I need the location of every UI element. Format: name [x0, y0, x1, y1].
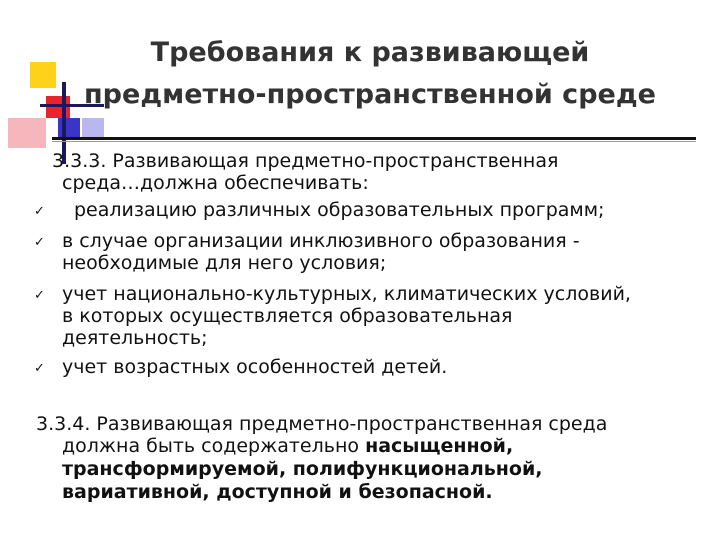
section-2-line-4	[62, 482, 493, 503]
slide-title	[40, 32, 700, 116]
title-divider-shadow	[52, 141, 696, 142]
section-2-line-2	[62, 436, 513, 457]
check-icon: ✓	[34, 235, 45, 250]
list-item-1-line-1: реализацию различных образовательных программ;	[74, 199, 605, 221]
section-2-line-2-plain: должна быть содержательно	[62, 435, 366, 457]
list-item-3-line-1: учет национально-культурных, климатических условий,	[62, 283, 631, 305]
check-icon: ✓	[34, 204, 45, 219]
title-line-2: предметно-пространственной среде	[84, 79, 656, 110]
check-icon: ✓	[34, 288, 45, 303]
list-item-3-line-2: в которых осуществляется образовательная	[62, 305, 513, 327]
section-1-intro-line-2: среда…должна обеспечивать:	[62, 172, 369, 194]
list-item-2-line-1: в случае организации инклюзивного образования -	[62, 230, 580, 252]
section-2-line-3	[62, 459, 542, 480]
list-item-4-line-1: учет возрастных особенностей детей.	[62, 356, 448, 378]
title-divider	[52, 137, 696, 140]
list-item-2-line-2: необходимые для него условия;	[62, 252, 387, 274]
deco-pink-square	[8, 118, 46, 148]
section-2-line-4-bold: вариативной, доступной и безопасной.	[62, 481, 493, 503]
title-line-1: Требования к развивающей	[150, 37, 590, 68]
section-2-line-2-bold: насыщенной,	[365, 435, 514, 457]
list-item-3-line-3: деятельность;	[62, 327, 208, 349]
section-2-line-1: 3.3.4. Развивающая предметно-пространственная среда	[36, 413, 608, 435]
section-1-intro-line-1: 3.3.3. Развивающая предметно-пространственная	[52, 150, 559, 172]
check-icon: ✓	[34, 361, 45, 376]
section-2-line-3-bold: трансформируемой, полифункциональной,	[62, 458, 543, 480]
